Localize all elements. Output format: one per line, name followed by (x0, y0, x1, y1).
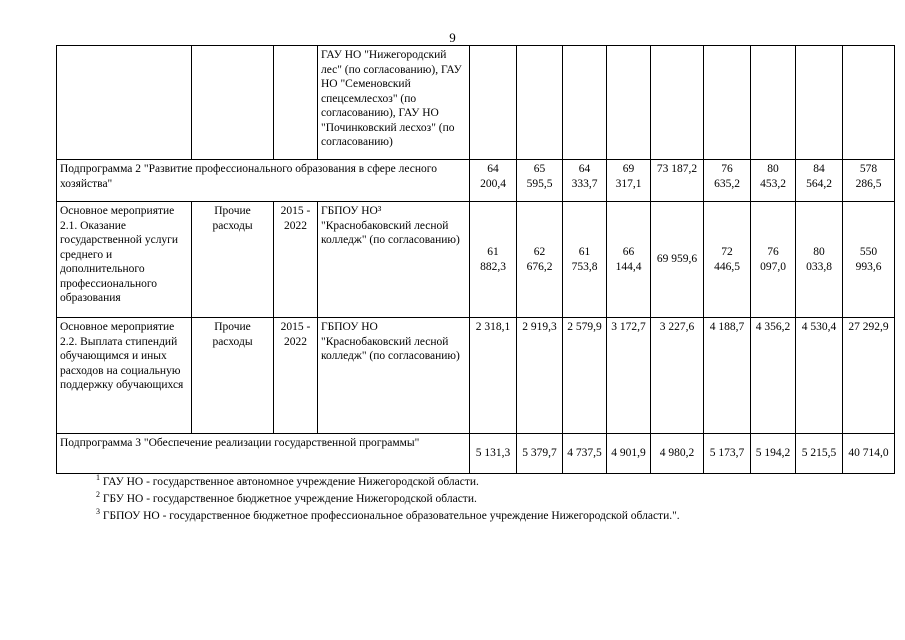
footnote-text: ГБПОУ НО - государственное бюджетное профессиональное образовательное учреждение Нижегородской области.". (102, 510, 680, 522)
subprogram-row (57, 160, 895, 202)
value-cell: 64 333,7 (563, 160, 607, 202)
value-cell: 72 446,5 (704, 202, 751, 318)
footnote-text: ГБУ НО - государственное бюджетное учреждение Нижегородской области. (102, 493, 477, 505)
value-cell: 4 188,7 (704, 318, 751, 434)
program-table (56, 45, 895, 474)
measure-row (57, 202, 895, 318)
value-cell: 66 144,4 (607, 202, 651, 318)
footnotes (96, 474, 680, 525)
value-cell: 4 901,9 (607, 434, 651, 474)
value-cell: 5 194,2 (751, 434, 796, 474)
funding-source: Прочие расходы (192, 318, 274, 434)
value-cell: 62 676,2 (517, 202, 563, 318)
footnote-mark: 1 (96, 473, 100, 483)
measure-row (57, 318, 895, 434)
footnote (96, 508, 680, 525)
value-cell: 3 172,7 (607, 318, 651, 434)
funding-source: Прочие расходы (192, 202, 274, 318)
value-cell: 69 959,6 (651, 202, 704, 318)
value-cell: 4 530,4 (796, 318, 843, 434)
measure-name: Основное мероприятие 2.2. Выплата стипендий обучающимся и иных расходов на социальную поддержку обучающихся (57, 318, 192, 434)
value-cell: 65 595,5 (517, 160, 563, 202)
value-cell: 5 215,5 (796, 434, 843, 474)
value-cell: 3 227,6 (651, 318, 704, 434)
value-cell: 5 173,7 (704, 434, 751, 474)
value-cell: 80 453,2 (751, 160, 796, 202)
footnote (96, 474, 680, 491)
footnote (96, 491, 680, 508)
value-cell: 5 379,7 (517, 434, 563, 474)
executor-cell: ГБПОУ НО³ "Краснобаковский лесной колледж" (по согласованию) (318, 202, 470, 318)
subprogram-title: Подпрограмма 2 "Развитие профессионального образования в сфере лесного хозяйства" (57, 160, 470, 202)
value-cell: 4 980,2 (651, 434, 704, 474)
value-cell: 40 714,0 (843, 434, 895, 474)
subprogram-title: Подпрограмма 3 "Обеспечение реализации государственной программы" (57, 434, 470, 474)
value-cell: 5 131,3 (470, 434, 517, 474)
value-cell: 4 356,2 (751, 318, 796, 434)
footnote-mark: 2 (96, 490, 100, 500)
executor-cell: ГАУ НО "Нижегородский лес" (по согласованию), ГАУ НО "Семеновский спецсемлесхоз" (по согласованию), ГАУ НО "Починковский лесхоз" (по согласованию) (318, 46, 470, 160)
period: 2015 - 2022 (274, 318, 318, 434)
value-cell: 64 200,4 (470, 160, 517, 202)
executor-cell: ГБПОУ НО "Краснобаковский лесной колледж" (по согласованию) (318, 318, 470, 434)
value-cell: 73 187,2 (651, 160, 704, 202)
table-row (57, 46, 895, 160)
value-cell: 80 033,8 (796, 202, 843, 318)
value-cell: 27 292,9 (843, 318, 895, 434)
value-cell: 550 993,6 (843, 202, 895, 318)
page-number: 9 (449, 30, 456, 45)
measure-name: Основное мероприятие 2.1. Оказание государственной услуги среднего и дополнительного профессионального образования (57, 202, 192, 318)
subprogram-row (57, 434, 895, 474)
value-cell: 76 635,2 (704, 160, 751, 202)
footnote-text: ГАУ НО - государственное автономное учреждение Нижегородской области. (102, 476, 479, 488)
value-cell: 61 753,8 (563, 202, 607, 318)
value-cell: 578 286,5 (843, 160, 895, 202)
value-cell: 69 317,1 (607, 160, 651, 202)
period: 2015 - 2022 (274, 202, 318, 318)
value-cell: 2 579,9 (563, 318, 607, 434)
value-cell: 2 919,3 (517, 318, 563, 434)
value-cell: 2 318,1 (470, 318, 517, 434)
value-cell: 61 882,3 (470, 202, 517, 318)
footnote-mark: 3 (96, 507, 100, 517)
value-cell: 4 737,5 (563, 434, 607, 474)
value-cell: 84 564,2 (796, 160, 843, 202)
value-cell: 76 097,0 (751, 202, 796, 318)
